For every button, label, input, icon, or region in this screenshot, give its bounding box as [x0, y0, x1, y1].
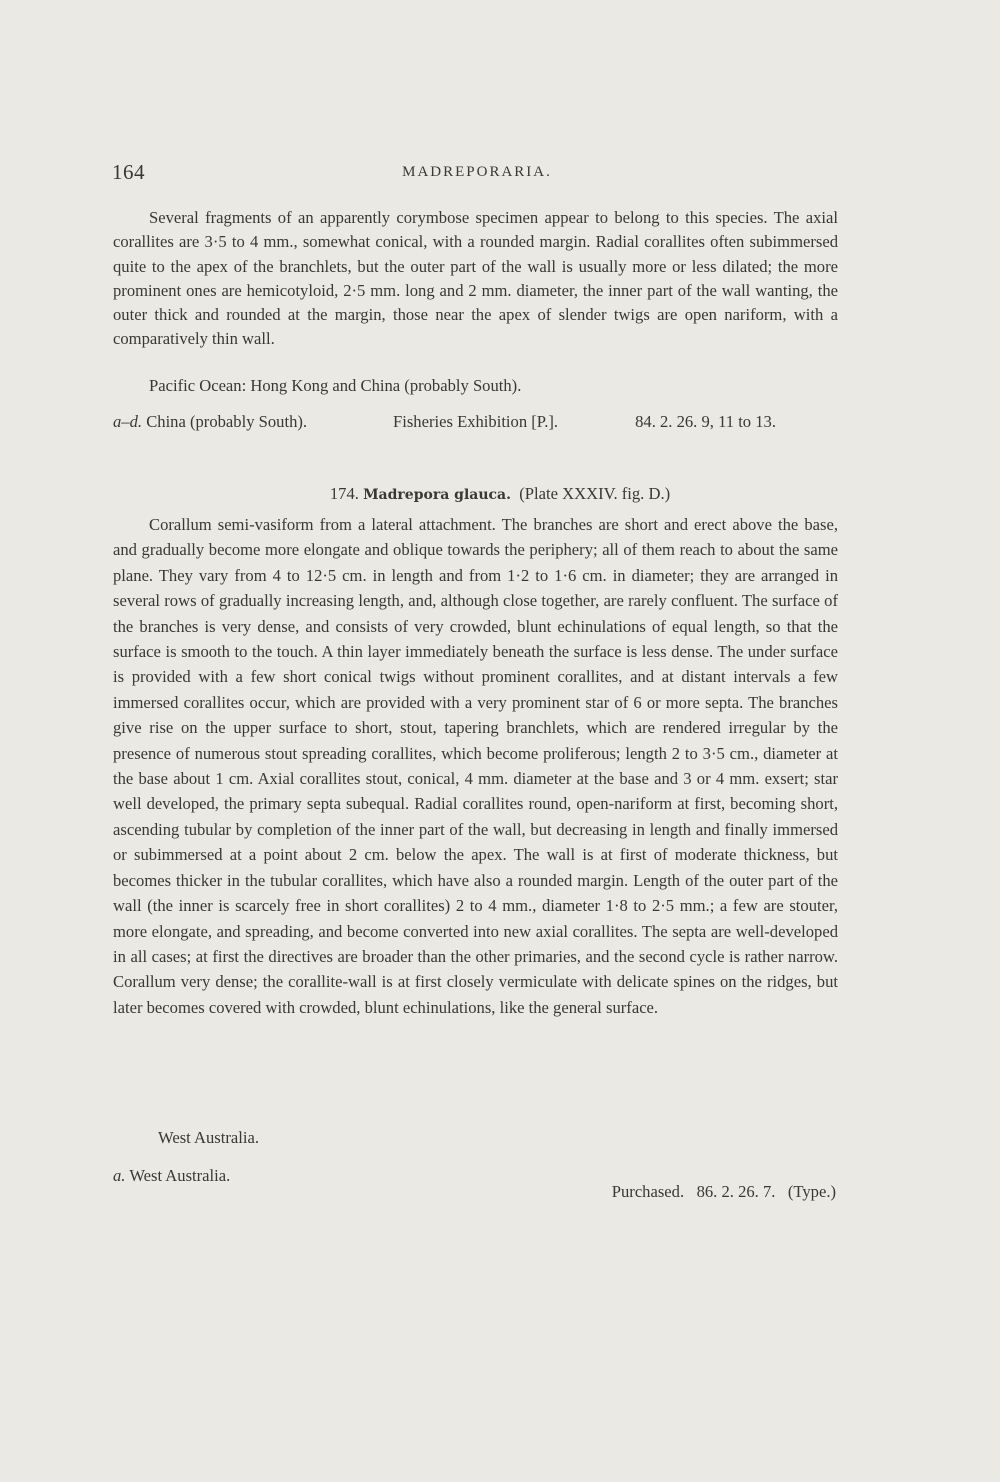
- description-paragraph: Several fragments of an apparently corymbose specimen appear to belong to this species. The axial corallites are 3·5 to 4 mm., somewhat conical, with a rounded margin. Radial corallites often subimmersed quite to the apex of the branchlets, but the outer part of the wall is usually more or less dilated; the more prominent ones are hemicotyloid, 2·5 mm. long and 2 mm. diameter, the inner part of the wall wanting, the outer thick and rounded at the margin, those near the apex of slender twigs are open nariform, with a comparatively thin wall.: [113, 208, 838, 349]
- specimen-label: [113, 412, 307, 432]
- page-number: 164: [112, 160, 145, 184]
- specimen-source: Purchased.: [611, 1182, 685, 1201]
- specimen-label: [113, 1166, 230, 1186]
- locality-line: Pacific Ocean: Hong Kong and China (probably South).: [149, 376, 522, 395]
- specimen-letter: a–d.: [113, 412, 143, 431]
- specimen-letter: a.: [113, 1166, 126, 1185]
- plate-reference: (Plate XXXIV. fig. D.): [519, 484, 671, 503]
- specimen-register-number: 84. 2. 26. 9, 11 to 13.: [635, 412, 776, 431]
- running-head: [112, 160, 842, 190]
- specimen-register-number: 86. 2. 26. 7.: [696, 1182, 776, 1201]
- running-title: MADREPORARIA.: [402, 164, 552, 180]
- specimen-place: China (probably South).: [146, 412, 308, 431]
- species-number: 174.: [329, 484, 359, 503]
- specimen-register: [612, 1182, 836, 1202]
- specimen-source: Fisheries Exhibition [P.].: [393, 412, 559, 431]
- locality-line: West Australia.: [158, 1128, 259, 1147]
- type-note: (Type.): [787, 1182, 836, 1201]
- specimen-place: West Australia.: [129, 1166, 231, 1185]
- species-heading: [0, 484, 1000, 504]
- specimen-entry: [113, 1166, 838, 1201]
- species-name: Madrepora glauca.: [363, 487, 511, 503]
- specimen-entry: [113, 412, 838, 438]
- species-description: Corallum semi-vasiform from a lateral attachment. The branches are short and erect above the base, and gradually become more elongate and oblique towards the periphery; all of them reach to about the same plane. They vary from 4 to 12·5 cm. in length and from 1·2 to 1·6 cm. in diameter; they are arranged in several rows of gradually increasing length, and, although close together, are rarely confluent. The surface of the branches is very dense, and consists of very crowded, blunt echinulations of equal length, so that the surface is smooth to the touch. A thin layer immediately beneath the surface is less dense. The under surface is provided with a few short conical twigs without prominent corallites, and at distant intervals a few immersed corallites occur, which are provided with a very prominent star of 6 or more septa. The branches give rise on the upper surface to short, stout, tapering branchlets, which are rendered irregular by the presence of numerous stout spreading corallites, which become proliferous; length 2 to 3·5 cm., diameter at the base about 1 cm. Axial corallites stout, conical, 4 mm. diameter at the base and 3 or 4 mm. exsert; star well developed, the primary septa subequal. Radial corallites round, open-nariform at first, becoming short, ascending tubular by completion of the inner part of the wall, but decreasing in length and finally immersed or subimmersed at a point about 2 cm. below the apex. The wall is at first of moderate thickness, but becomes thicker in the tubular corallites, which have also a rounded margin. Length of the outer part of the wall (the inner is scarcely free in short corallites) 2 to 4 mm., diameter 1·8 to 2·5 mm.; a few are stouter, more elongate, and spreading, and become converted into new axial corallites. The septa are well-developed in all cases; at first the directives are broader than the other primaries, and the second cycle is rather narrow. Corallum very dense; the corallite-wall is at first closely vermiculate with delicate spines on the ridges, but later becomes covered with crowded, blunt echinulations, like the general surface.: [113, 515, 838, 1017]
